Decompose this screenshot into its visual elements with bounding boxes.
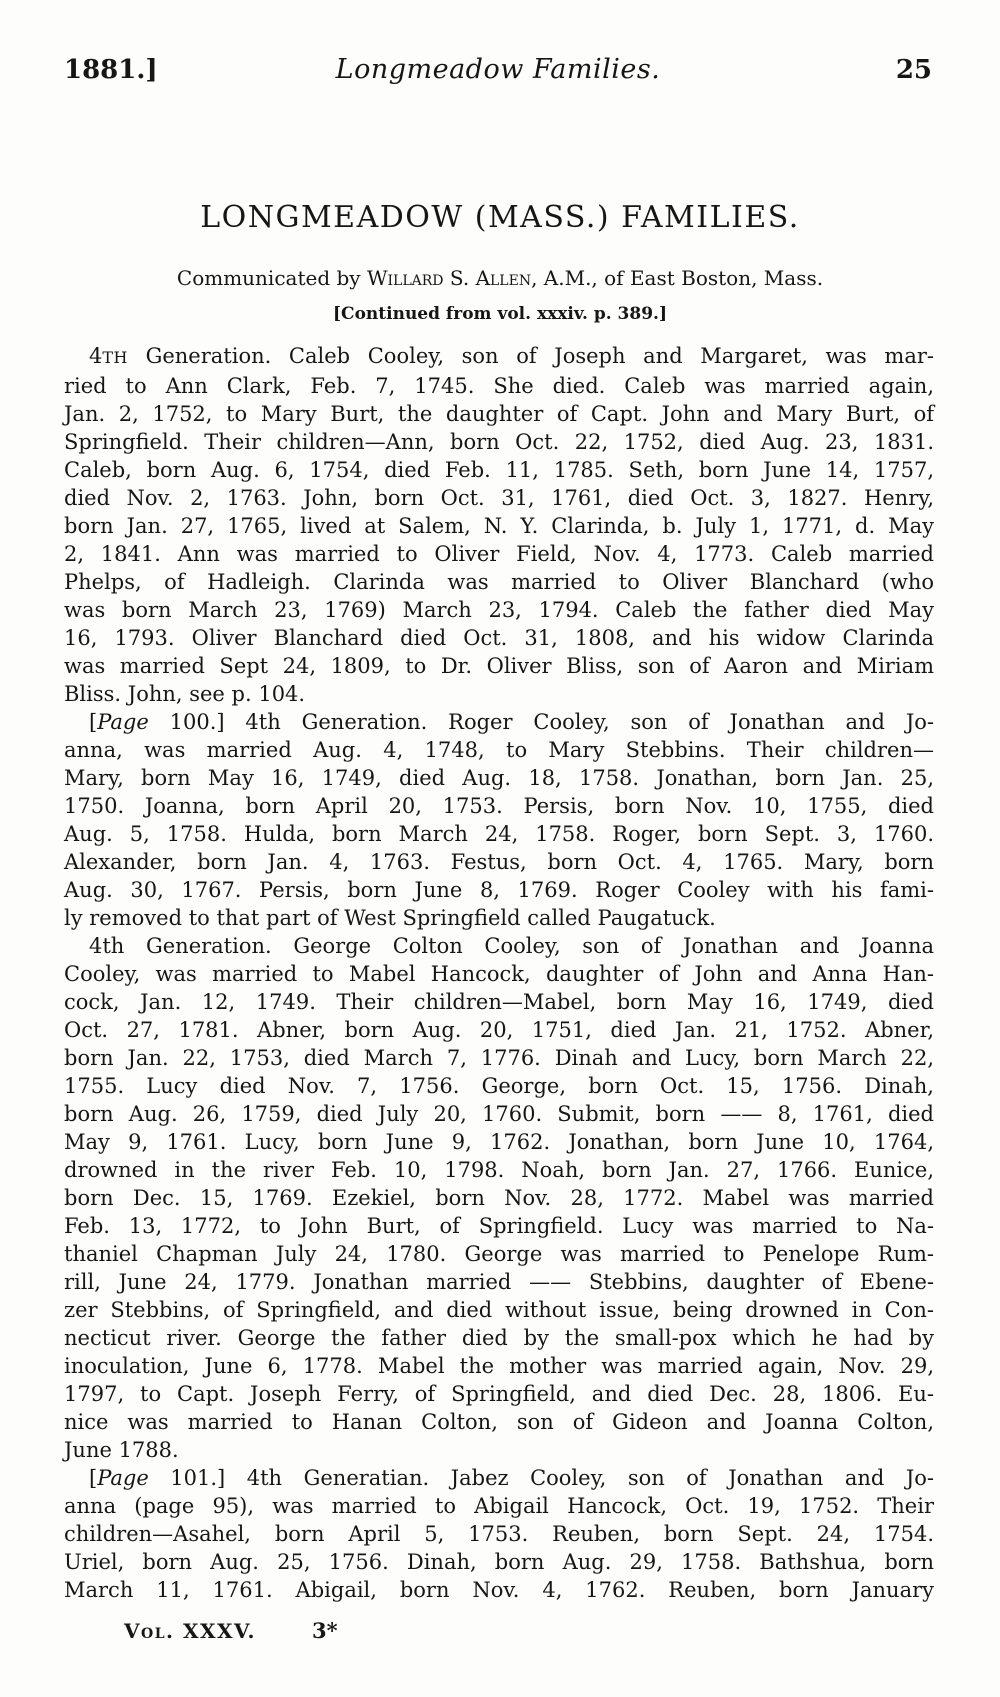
byline	[0, 266, 1000, 290]
text-line: nice was married to Hanan Colton, son of Gideon and Joanna Colton,	[64, 1410, 934, 1434]
text-line: Uriel, born Aug. 25, 1756. Dinah, born Aug. 29, 1758. Bathshua, born	[64, 1550, 934, 1574]
text-line: children—Asahel, born April 5, 1753. Reuben, born Sept. 24, 1754.	[64, 1522, 934, 1546]
text-line: Bliss. John, see p. 104.	[64, 682, 306, 706]
text-line: 1750. Joanna, born April 20, 1753. Persis, born Nov. 10, 1755, died	[64, 794, 934, 818]
volume-label: Vol. XXXV.	[124, 1619, 257, 1643]
text-line: anna (page 95), was married to Abigail Hancock, Oct. 19, 1752. Their	[64, 1494, 934, 1518]
text-line: died Nov. 2, 1763. John, born Oct. 31, 1761, died Oct. 3, 1827. Henry,	[64, 486, 934, 510]
byline-prefix: Communicated by	[176, 266, 367, 290]
text-line: cock, Jan. 12, 1749. Their children—Mabel, born May 16, 1749, died	[64, 990, 934, 1014]
text-line: June 1788.	[64, 1438, 179, 1462]
text-line: Aug. 5, 1758. Hulda, born March 24, 1758. Roger, born Sept. 3, 1760.	[64, 822, 934, 846]
text-line: Mary, born May 16, 1749, died Aug. 18, 1758. Jonathan, born Jan. 25,	[64, 766, 934, 790]
text-line: Jan. 2, 1752, to Mary Burt, the daughter of Capt. John and Mary Burt, of	[64, 402, 934, 426]
text-line: Aug. 30, 1767. Persis, born June 8, 1769. Roger Cooley with his fami-	[64, 878, 934, 902]
page-ref-italic: Page	[97, 710, 149, 734]
text-line: drowned in the river Feb. 10, 1798. Noah, born Jan. 27, 1766. Eunice,	[64, 1158, 934, 1182]
text-line: born Aug. 26, 1759, died July 20, 1760. Submit, born —— 8, 1761, died	[64, 1102, 934, 1126]
page-footer	[124, 1618, 338, 1643]
text-line: anna, was married Aug. 4, 1748, to Mary Stebbins. Their children—	[64, 738, 934, 762]
text-line: 1797, to Capt. Joseph Ferry, of Springfield, and died Dec. 28, 1806. Eu-	[64, 1382, 934, 1406]
text-line: 4TH Generation. Caleb Cooley, son of Joseph and Margaret, was mar-	[89, 344, 934, 368]
text-line: rill, June 24, 1779. Jonathan married —— Stebbins, daughter of Ebene-	[64, 1270, 934, 1294]
text-line: Oct. 27, 1781. Abner, born Aug. 20, 1751, died Jan. 21, 1752. Abner,	[64, 1018, 934, 1042]
article-body	[64, 342, 934, 1604]
text-line: Caleb, born Aug. 6, 1754, died Feb. 11, 1785. Seth, born June 14, 1757,	[64, 458, 934, 482]
page-ref-italic: Page	[97, 1466, 149, 1490]
text-line: 16, 1793. Oliver Blanchard died Oct. 31, 1808, and his widow Clarinda	[64, 626, 934, 650]
text-line: zer Stebbins, of Springfield, and died without issue, being drowned in Con-	[64, 1298, 934, 1322]
text-line: 1755. Lucy died Nov. 7, 1756. George, born Oct. 15, 1756. Dinah,	[64, 1074, 934, 1098]
text-line: thaniel Chapman July 24, 1780. George was married to Penelope Rum-	[64, 1242, 934, 1266]
text-line: necticut river. George the father died by the small-pox which he had by	[64, 1326, 934, 1350]
byline-author-name: Willard S. Allen	[366, 266, 532, 290]
text-line: [Page 101.] 4th Generatian. Jabez Cooley, son of Jonathan and Jo-	[89, 1466, 934, 1490]
text-line: Springfield. Their children—Ann, born Oct. 22, 1752, died Aug. 23, 1831.	[64, 430, 934, 454]
text-line: ried to Ann Clark, Feb. 7, 1745. She died. Caleb was married again,	[64, 374, 934, 398]
running-head	[64, 54, 932, 85]
text-line: was married Sept 24, 1809, to Dr. Oliver Bliss, son of Aaron and Miriam	[64, 654, 934, 678]
byline-suffix: , A.M., of East Boston, Mass.	[531, 266, 824, 290]
text-line: inoculation, June 6, 1778. Mabel the mother was married again, Nov. 29,	[64, 1354, 934, 1378]
text-line: born Jan. 22, 1753, died March 7, 1776. Dinah and Lucy, born March 22,	[64, 1046, 934, 1070]
text-line: 4th Generation. George Colton Cooley, son of Jonathan and Joanna	[89, 934, 934, 958]
text-line: Alexander, born Jan. 4, 1763. Festus, born Oct. 4, 1765. Mary, born	[64, 850, 934, 874]
text-line: was born March 23, 1769) March 23, 1794. Caleb the father died May	[64, 598, 934, 622]
running-head-page-number: 25	[895, 55, 932, 85]
continued-note: [Continued from vol. xxxiv. p. 389.]	[333, 304, 667, 324]
text-line: May 9, 1761. Lucy, born June 9, 1762. Jonathan, born June 10, 1764,	[64, 1130, 934, 1154]
signature-mark: 3*	[312, 1618, 338, 1643]
text-line: ly removed to that part of West Springfield called Paugatuck.	[64, 906, 716, 930]
text-line: [Page 100.] 4th Generation. Roger Cooley, son of Jonathan and Jo-	[89, 710, 934, 734]
ordinal-suffix: TH	[102, 348, 128, 367]
article-title: LONGMEADOW (MASS.) FAMILIES.	[200, 200, 800, 235]
text-line: Cooley, was married to Mabel Hancock, daughter of John and Anna Han-	[64, 962, 934, 986]
text-line: born Jan. 27, 1765, lived at Salem, N. Y. Clarinda, b. July 1, 1771, d. May	[64, 514, 934, 538]
running-head-title: Longmeadow Families.	[335, 54, 661, 85]
text-line: March 11, 1761. Abigail, born Nov. 4, 1762. Reuben, born January	[64, 1578, 934, 1602]
running-head-year: 1881.]	[64, 55, 158, 85]
text-line: born Dec. 15, 1769. Ezekiel, born Nov. 28, 1772. Mabel was married	[64, 1186, 934, 1210]
text-line: 2, 1841. Ann was married to Oliver Field, Nov. 4, 1773. Caleb married	[64, 542, 934, 566]
text-line: Phelps, of Hadleigh. Clarinda was married to Oliver Blanchard (who	[64, 570, 934, 594]
text-line: Feb. 13, 1772, to John Burt, of Springfield. Lucy was married to Na-	[64, 1214, 934, 1238]
